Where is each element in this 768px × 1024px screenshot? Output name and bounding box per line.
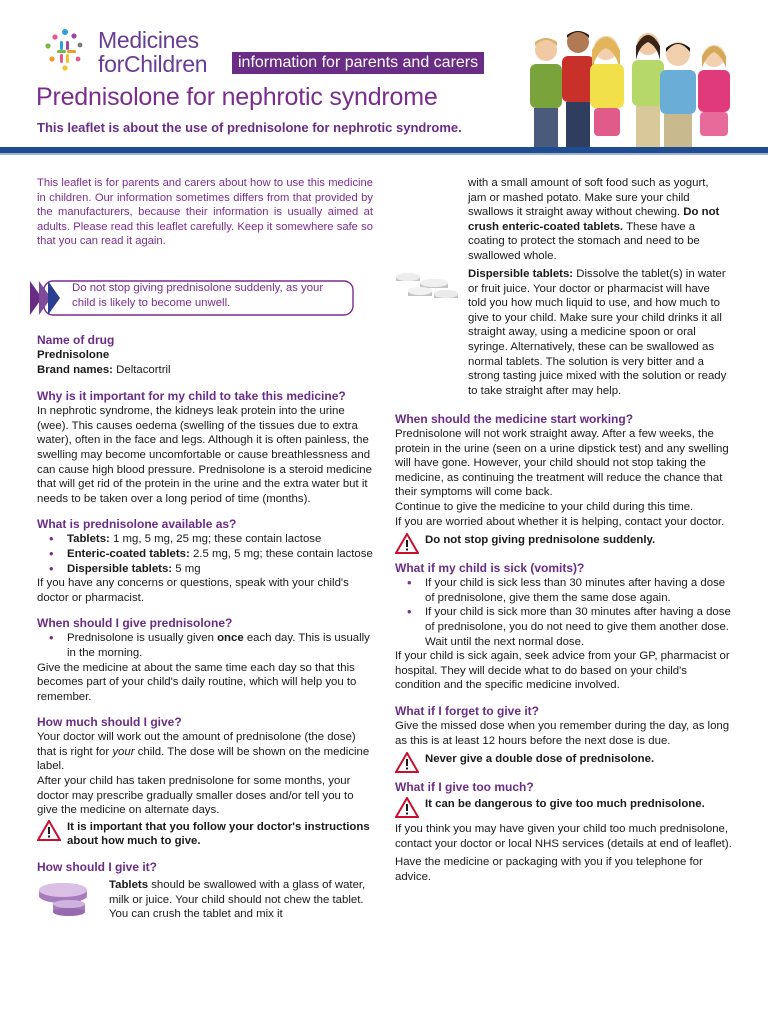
warning-icon [37, 820, 61, 841]
forget-heading: What if I forget to give it? [395, 703, 539, 718]
too-much-heading: What if I give too much? [395, 780, 534, 795]
sick-after: If your child is sick again, seek advice from your GP, pharmacist or hospital. They will decide what to do based on your child's condition and the specific medicine involved. [395, 650, 730, 692]
warning-icon [395, 533, 419, 554]
left-column [37, 332, 377, 922]
tablets-block: Tablets should be swallowed with a glass of water, milk or juice. Your child should not chew the tablet. You can crush the tablet and mix it [37, 878, 377, 922]
list-item: • Prednisolone is usually given once each day. This is usually in the morning. [37, 631, 377, 660]
list-item: • If your child is sick more than 30 minutes after having a dose of prednisolone, you do not need to give them another dose. Wait until the next normal dose. [395, 605, 733, 649]
available-heading: What is prednisolone available as? [37, 517, 237, 532]
audience-banner: information for parents and carers [232, 52, 484, 74]
why-heading: Why is it important for my child to take this medicine? [37, 389, 346, 404]
callout-warning-text: Do not stop giving prednisolone suddenly, as your child is likely to become unwell. [72, 282, 324, 309]
logo-line-2: forChildren [98, 51, 208, 77]
too-much-p1: If you think you may have given your child too much prednisolone, contact your doctor or local NHS services (details at end of leaflet). [395, 823, 732, 850]
brand-names-value: Deltacortril [116, 363, 171, 376]
name-of-drug-heading: Name of drug [37, 333, 115, 347]
page-title: Prednisolone for nephrotic syndrome [36, 83, 438, 111]
sick-list [395, 576, 733, 649]
dispersible-tablets-icon [394, 270, 464, 302]
too-much-p2: Have the medicine or packaging with you if you telephone for advice. [395, 856, 703, 883]
list-item: • If your child is sick less than 30 minutes after having a dose of prednisolone, give them the same dose again. [395, 576, 733, 605]
brand-names-label: Brand names: [37, 363, 113, 376]
drug-name: Prednisolone [37, 349, 110, 361]
when-give-heading: When should I give prednisolone? [37, 616, 233, 631]
start-working-heading: When should the medicine start working? [395, 412, 634, 426]
list-item: • Enteric-coated tablets: 2.5 mg, 5 mg; these contain lactose [37, 547, 377, 562]
start-working-warning: Do not stop giving prednisolone suddenly. [395, 533, 733, 554]
right-column-main [395, 411, 733, 884]
logo-line-1: Medicines [98, 27, 199, 53]
medicines-for-children-logo-icon [38, 26, 98, 76]
warning-icon [395, 752, 419, 773]
how-give-heading: How should I give it? [37, 860, 157, 875]
list-item: • Tablets: 1 mg, 5 mg, 25 mg; these contain lactose [37, 532, 377, 547]
too-much-warning: It can be dangerous to give too much prednisolone. [395, 797, 733, 818]
how-much-warning: It is important that you follow your doctor's instructions about how much to give. [37, 820, 377, 849]
when-give-text: Give the medicine at about the same time each day so that this becomes part of your child's daily routine, which will help you to remember. [37, 661, 357, 703]
intro-text: This leaflet is for parents and carers about how to use this medicine in children. Our information sometimes differs from that provided by the manufacturers, because their information is usually aimed at adults. Please read this leaflet carefully. Keep it somewhere safe so that you can read it again. [37, 177, 373, 248]
right-column-top: with a small amount of soft food such as yogurt, jam or mashed potato. Make sure your child swallows it straight away without chewing. Do not crush enteric-coated tablets. These have a coating to protect the stomach and need to be swallowed whole. [468, 177, 720, 262]
logo-wordmark [98, 28, 207, 76]
children-photo-icon [518, 24, 740, 156]
how-much-heading: How much should I give? [37, 715, 182, 730]
header-divider-light [0, 153, 768, 155]
forget-text: Give the missed dose when you remember during the day, as long as this is at least 12 hours before the next dose is due. [395, 719, 730, 747]
list-item: • Dispersible tablets: 5 mg [37, 562, 377, 577]
dispersible-block: Dispersible tablets: Dissolve the tablet(s) in water or fruit juice. Your doctor or pharmacist will have told you how much liquid to use, and how much to give to your child. Make sure your child drinks it all straight away, using a medicine spoon or oral syringe. Alternatively, these can be swallowed as normal tablets. The solution is very bitter and a strong tasting juice mixed with the solution or ready to take straight after may help. [468, 268, 727, 397]
available-list [37, 532, 377, 576]
warning-icon [395, 797, 419, 818]
how-much-p2: After your child has taken prednisolone for some months, your doctor may prescribe gradually smaller doses and/or tell you to give the medicine on alternate days. [37, 775, 354, 817]
how-much-p1: Your doctor will work out the amount of prednisolone (the dose) that is right for your child. The dose will be shown on the medicine label. [37, 731, 370, 773]
forget-warning: Never give a double dose of prednisolone. [395, 752, 733, 773]
start-working-p1: Prednisolone will not work straight away. After a few weeks, the protein in the urine (seen on a urine dipstick test) and any swelling will have gone. However, your child should not stop taking the medicine, as continuing the treatment will reduce the chance that their symptoms will come back. [395, 428, 729, 499]
when-give-list [37, 631, 377, 660]
page-subtitle: This leaflet is about the use of prednisolone for nephrotic syndrome. [37, 120, 462, 135]
available-after: If you have any concerns or questions, speak with your child's doctor or pharmacist. [37, 577, 349, 604]
why-text: In nephrotic syndrome, the kidneys leak protein into the urine (wee). This causes oedema (swelling of the tissues due to extra water), often in the face and legs. Although it is often painless, the swelling may become uncomfortable or cause breathlessness and can cause high blood pressure. Prednisolone is a steroid medicine that will get rid of the protein in the urine and the extra water but it needs to be taken over a long period of time (months). [37, 405, 372, 505]
start-working-p2: Continue to give the medicine to your child during this time. [395, 500, 694, 513]
tablets-icon [37, 878, 103, 916]
start-working-p3: If you are worried about whether it is helping, contact your doctor. [395, 515, 725, 528]
sick-heading: What if my child is sick (vomits)? [395, 561, 585, 576]
